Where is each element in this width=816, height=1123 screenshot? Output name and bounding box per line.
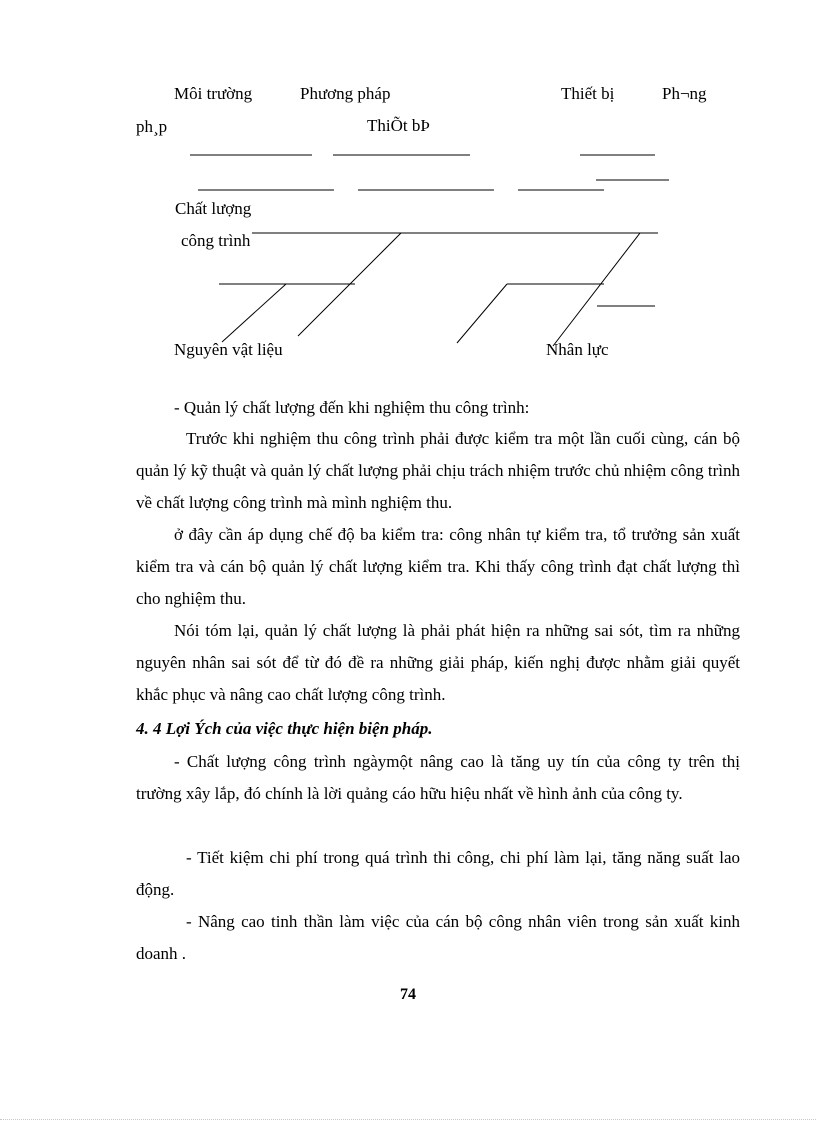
label-materials: Nguyên vật liệu xyxy=(174,340,283,359)
paragraph-acceptance-intro: - Quản lý chất lượng đến khi nghiệm thu công trình: xyxy=(174,398,530,417)
label-construction: công trình xyxy=(181,231,251,250)
section-heading: 4. 4 Lợi Ých của việc thực hiện biện pháp. xyxy=(136,719,433,738)
paragraph-benefit-cost: - Tiết kiệm chi phí trong quá trình thi công, chi phí làm lại, tăng năng suất lao động. xyxy=(136,848,740,899)
paragraph-benefit-reputation: - Chất lượng công trình ngàymột nâng cao là tăng uy tín của công ty trên thị trường xây lắp, đó chính là lời quảng cáo hữu hiệu nhất về hình ảnh của công ty. xyxy=(136,752,740,803)
paragraph-three-checks: ở đây cần áp dụng chế độ ba kiểm tra: công nhân tự kiểm tra, tổ trưởng sản xuất kiểm tra và cán bộ quản lý chất lượng kiểm tra. Khi thấy công trình đạt chất lượng thì cho nghiệm thu. xyxy=(136,525,740,608)
paragraph-summary: Nói tóm lại, quản lý chất lượng là phải phát hiện ra những sai sót, tìm ra những nguyên nhân sai sót để từ đó đề ra những giải pháp, kiến nghị được nhằm giải quyết khắc phục và nâng cao chất lượng công trình. xyxy=(136,621,740,704)
label-environment: Môi trường xyxy=(174,84,253,103)
page-bottom-rule xyxy=(0,1119,816,1120)
diagram-bone-right xyxy=(553,233,640,346)
label-method: Phương pháp xyxy=(300,84,391,103)
label-quality: Chất lượng xyxy=(175,199,252,218)
diagram-bone-right xyxy=(457,284,507,343)
diagram-bone-left xyxy=(222,284,286,342)
label-php-garbled: ph¸p xyxy=(136,117,168,136)
fishbone-diagram xyxy=(0,0,816,400)
label-equipment-garbled: ThiÕt bÞ xyxy=(367,116,430,135)
page-number: 74 xyxy=(400,986,416,1003)
paragraph-benefit-morale: - Nâng cao tinh thần làm việc của cán bộ công nhân viên trong sản xuất kinh doanh . xyxy=(136,912,740,963)
label-equipment: Thiết bị xyxy=(561,84,615,103)
label-phong-garbled: Ph¬ng xyxy=(662,84,707,103)
label-manpower: Nhân lực xyxy=(546,340,609,359)
paragraph-before-acceptance: Trước khi nghiệm thu công trình phải được kiểm tra một lần cuối cùng, cán bộ quản lý kỹ thuật và quản lý chất lượng phải chịu trách nhiệm trước chủ nhiệm công trình về chất lượng công trình mà mình nghiệm thu. xyxy=(136,429,740,512)
